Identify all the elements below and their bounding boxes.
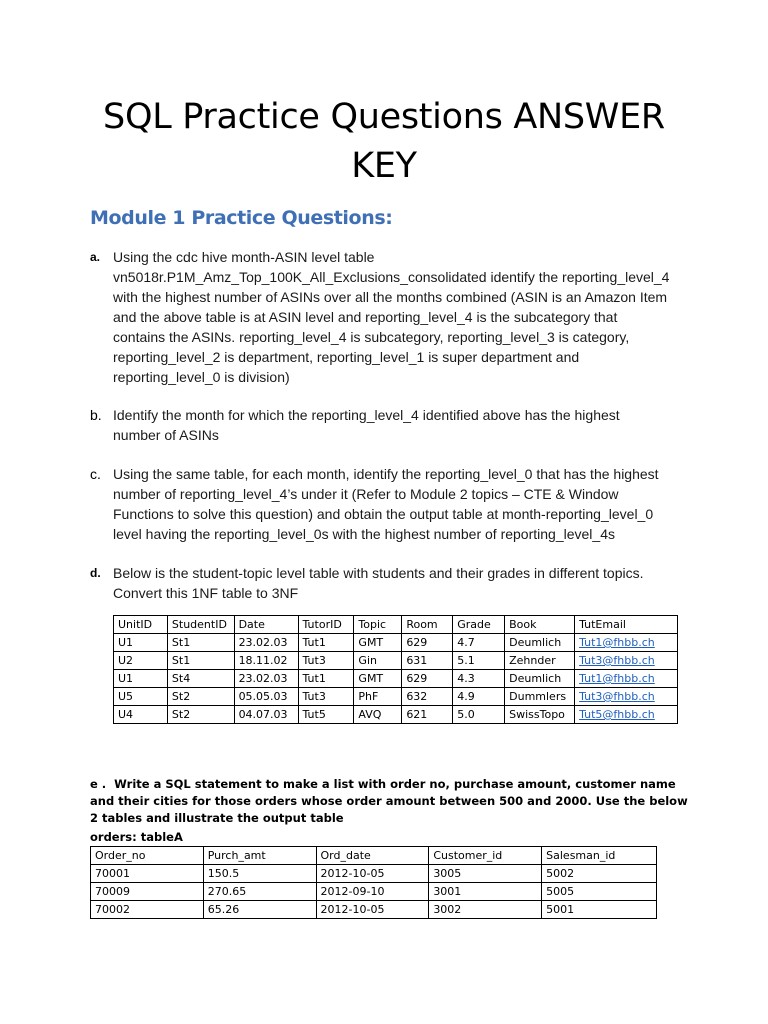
table-cell: 629 xyxy=(402,634,453,652)
table-cell: 631 xyxy=(402,652,453,670)
question-marker: b. xyxy=(90,407,102,423)
table-cell: St2 xyxy=(167,706,234,724)
table-cell: 5.1 xyxy=(453,652,505,670)
header-cell: TutorID xyxy=(298,616,354,634)
header-cell: UnitID xyxy=(114,616,168,634)
table-row xyxy=(114,706,678,724)
email-link[interactable] xyxy=(575,706,678,724)
header-cell: Topic xyxy=(354,616,402,634)
table-cell: St2 xyxy=(167,688,234,706)
table-cell: Tut1 xyxy=(298,634,354,652)
header-cell: Purch_amt xyxy=(203,847,316,865)
page-title xyxy=(0,93,768,191)
table-cell: 18.11.02 xyxy=(234,652,298,670)
question-text: Using the same table, for each month, identify the reporting_level_0 that has the highest number of reporting_level_4’s under it (Refer to Module 2 topics – CTE & Window Functions to solve this question) and obtain the output table at month-reporting_level_0 level having the reporting_level_0s with the highest number of reporting_level_4s xyxy=(113,466,659,542)
table-cell: 70001 xyxy=(91,865,204,883)
title-line-1: SQL Practice Questions ANSWER xyxy=(103,97,665,137)
email-link-text[interactable]: Tut1@fhbb.ch xyxy=(579,672,655,685)
table-cell: U5 xyxy=(114,688,168,706)
question-marker: d. xyxy=(90,566,101,580)
header-cell: Room xyxy=(402,616,453,634)
header-cell: TutEmail xyxy=(575,616,678,634)
table-cell: 70009 xyxy=(91,883,204,901)
email-link[interactable] xyxy=(575,634,678,652)
email-link-text[interactable]: Tut5@fhbb.ch xyxy=(579,708,655,721)
table-cell: 3002 xyxy=(429,901,542,919)
table-cell: St4 xyxy=(167,670,234,688)
table-cell: 23.02.03 xyxy=(234,634,298,652)
header-cell: Customer_id xyxy=(429,847,542,865)
email-link-text[interactable]: Tut1@fhbb.ch xyxy=(579,636,655,649)
table-row xyxy=(114,634,678,652)
student-topic-table xyxy=(113,615,678,724)
email-link[interactable] xyxy=(575,688,678,706)
table-row xyxy=(114,688,678,706)
table-cell: St1 xyxy=(167,634,234,652)
table-cell: PhF xyxy=(354,688,402,706)
header-cell: Date xyxy=(234,616,298,634)
orders-table-label: orders: tableA xyxy=(90,830,183,844)
table-row xyxy=(91,883,657,901)
header-cell: Ord_date xyxy=(316,847,429,865)
table-cell: St1 xyxy=(167,652,234,670)
table-cell: 2012-10-05 xyxy=(316,865,429,883)
table-cell: SwissTopo xyxy=(505,706,575,724)
table-cell: 150.5 xyxy=(203,865,316,883)
table-cell: 270.65 xyxy=(203,883,316,901)
table-cell: 629 xyxy=(402,670,453,688)
header-cell: StudentID xyxy=(167,616,234,634)
table-cell: 04.07.03 xyxy=(234,706,298,724)
question-marker: c. xyxy=(90,466,101,482)
table-cell: Tut3 xyxy=(298,688,354,706)
question-e xyxy=(90,776,690,827)
table-cell: GMT xyxy=(354,670,402,688)
email-link[interactable] xyxy=(575,652,678,670)
email-link-text[interactable]: Tut3@fhbb.ch xyxy=(579,654,655,667)
table-cell: 3005 xyxy=(429,865,542,883)
table-cell: Tut1 xyxy=(298,670,354,688)
table-cell: U2 xyxy=(114,652,168,670)
orders-table xyxy=(90,846,657,919)
question-b xyxy=(90,405,670,445)
table-cell: Deumlich xyxy=(505,634,575,652)
table-cell: Deumlich xyxy=(505,670,575,688)
question-c xyxy=(90,464,670,544)
header-cell: Grade xyxy=(453,616,505,634)
header-cell: Order_no xyxy=(91,847,204,865)
table-cell: 05.05.03 xyxy=(234,688,298,706)
question-marker: e . xyxy=(90,777,107,791)
table-row xyxy=(91,901,657,919)
table-row xyxy=(91,865,657,883)
table-cell: 632 xyxy=(402,688,453,706)
table-cell: Dummlers xyxy=(505,688,575,706)
question-text: Identify the month for which the reporting_level_4 identified above has the highest number of ASINs xyxy=(113,407,620,443)
table-row xyxy=(114,652,678,670)
title-line-2: KEY xyxy=(351,146,417,186)
email-link[interactable] xyxy=(575,670,678,688)
table-cell: 5001 xyxy=(542,901,657,919)
question-text: Below is the student-topic level table with students and their grades in different topics. Convert this 1NF table to 3NF xyxy=(113,565,644,601)
question-marker: a. xyxy=(90,250,101,264)
table-cell: 3001 xyxy=(429,883,542,901)
header-cell: Book xyxy=(505,616,575,634)
table-cell: 4.3 xyxy=(453,670,505,688)
table-cell: 2012-10-05 xyxy=(316,901,429,919)
table-cell: 621 xyxy=(402,706,453,724)
table-cell: 2012-09-10 xyxy=(316,883,429,901)
table-cell: 5002 xyxy=(542,865,657,883)
table-cell: U1 xyxy=(114,670,168,688)
table-cell: 5005 xyxy=(542,883,657,901)
table-cell: 70002 xyxy=(91,901,204,919)
table-cell: AVQ xyxy=(354,706,402,724)
table-header-row xyxy=(91,847,657,865)
table-header-row xyxy=(114,616,678,634)
header-cell: Salesman_id xyxy=(542,847,657,865)
question-text: Write a SQL statement to make a list with order no, purchase amount, customer name and their cities for those orders whose order amount between 500 and 2000. Use the below 2 tables and illustrate the output table xyxy=(90,777,688,825)
table-cell: Tut5 xyxy=(298,706,354,724)
table-cell: Zehnder xyxy=(505,652,575,670)
table-cell: 4.7 xyxy=(453,634,505,652)
question-text: Using the cdc hive month-ASIN level table vn5018r.P1M_Amz_Top_100K_All_Exclusions_consolidated identify the reporting_level_4 with the highest number of ASINs over all the months combined (ASIN is an Amazon Item and the above table is at ASIN level and reporting_level_4 is the subcategory that contains the ASINs. reporting_level_4 is subcategory, reporting_level_3 is category, reporting_level_2 is department, reporting_level_1 is super department and reporting_level_0 is division) xyxy=(113,249,670,385)
question-d xyxy=(90,563,670,603)
question-a xyxy=(90,247,670,387)
table-cell: GMT xyxy=(354,634,402,652)
table-cell: 23.02.03 xyxy=(234,670,298,688)
table-cell: Gin xyxy=(354,652,402,670)
table-cell: 65.26 xyxy=(203,901,316,919)
table-cell: 5.0 xyxy=(453,706,505,724)
module-heading: Module 1 Practice Questions: xyxy=(90,207,393,229)
email-link-text[interactable]: Tut3@fhbb.ch xyxy=(579,690,655,703)
table-cell: U4 xyxy=(114,706,168,724)
table-cell: 4.9 xyxy=(453,688,505,706)
table-cell: U1 xyxy=(114,634,168,652)
table-cell: Tut3 xyxy=(298,652,354,670)
table-row xyxy=(114,670,678,688)
